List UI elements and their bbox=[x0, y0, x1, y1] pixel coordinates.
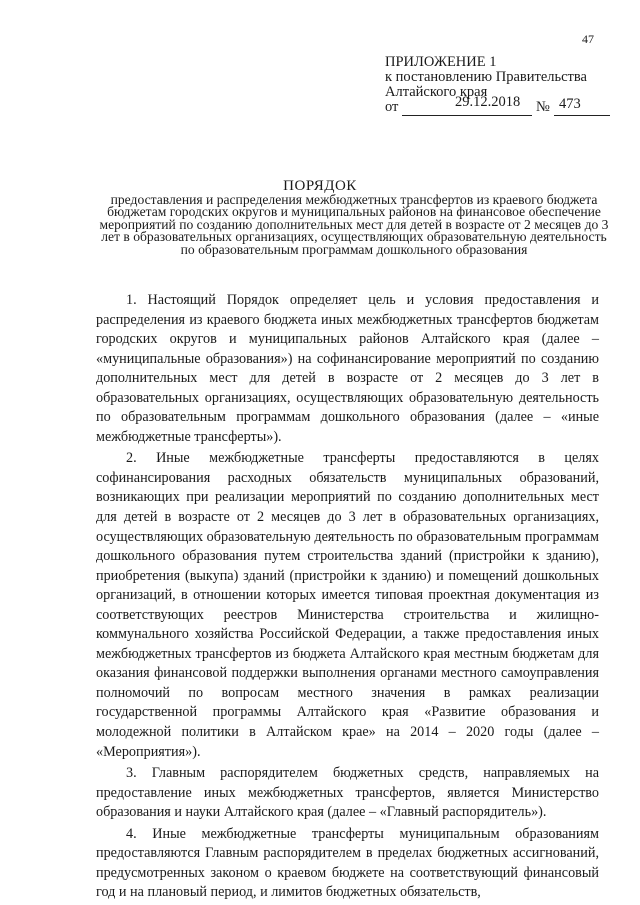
order-number: 473 bbox=[559, 96, 581, 112]
page-number: 47 bbox=[582, 32, 594, 46]
from-label: от bbox=[385, 99, 399, 115]
appendix-region-line: Алтайского края bbox=[385, 84, 488, 100]
appendix-heading: ПРИЛОЖЕНИЕ 1 bbox=[385, 54, 497, 70]
appendix-block bbox=[385, 55, 615, 116]
appendix-order-line bbox=[385, 94, 615, 116]
document-subtitle: предоставления и распределения межбюджетных трансфертов из краевого бюджета бюджетам городских округов и муниципальных районов на финансовое обеспечение мероприятий по созданию дополнительных мест для детей в возрасте от 2 месяцев до 3 лет в образовательных организациях, осуществляющих образовательную деятельность по образовательным программам дошкольного образования bbox=[99, 192, 609, 257]
document-title: ПОРЯДОК bbox=[283, 178, 357, 194]
order-date: 29.12.2018 bbox=[455, 94, 521, 110]
paragraph-4: 4. Иные межбюджетные трансферты муниципальным образованиям предоставляются Главным распорядителем в пределах бюджетных ассигнований, предусмотренных законом о краевом бюджете на соответствующий финансовый год и на плановый период, и лимитов бюджетных обязательств, bbox=[96, 825, 599, 901]
paragraph-1: 1. Настоящий Порядок определяет цель и условия предоставления и распределения из краевого бюджета иных межбюджетных трансфертов бюджетам городских округов и муниципальных районов Алтайского края (далее – «муниципальные образования») на софинансирование мероприятий по созданию дополнительных мест для детей в возрасте от 2 месяцев до 3 лет в образовательных организациях, осуществляющих образовательную деятельность по образовательным программам дошкольного образования (далее – «иные межбюджетные трансферты»). bbox=[96, 292, 599, 445]
paragraph-2: 2. Иные межбюджетные трансферты предоставляются в целях софинансирования расходных обязательств муниципальных образований, возникающих при реализации мероприятий по созданию дополнительных мест для детей в возрасте от 2 месяцев до 3 лет в образовательных организациях, осуществляющих образовательную деятельность по образовательным программам дошкольного образования путем строительства зданий (пристройки к зданию), приобретения (выкупа) зданий (пристройки к зданию) и помещений дошкольных организаций, в отношении которых имеется типовая проектная документация из соответствующих реестров Министерства строительства и жилищно-коммунального хозяйства Российской Федерации, а также предоставления иных межбюджетных трансфертов из бюджета Алтайского края местным бюджетам для оказания финансовой поддержки выполнения органами местного самоуправления полномочий по вопросам местного значения в рамках реализации государственной программы Алтайского края «Развитие образования и молодежной политики в Алтайском крае» на 2014 – 2020 годы (далее – «Мероприятия»). bbox=[96, 450, 599, 760]
paragraph-3: 3. Главным распорядителем бюджетных средств, направляемых на предоставление иных межбюджетных трансфертов, является Министерство образования и науки Алтайского края (далее – «Главный распорядитель»). bbox=[96, 765, 599, 821]
number-label: № bbox=[536, 99, 550, 115]
document-body bbox=[96, 291, 599, 905]
appendix-decree-line: к постановлению Правительства bbox=[385, 69, 587, 85]
